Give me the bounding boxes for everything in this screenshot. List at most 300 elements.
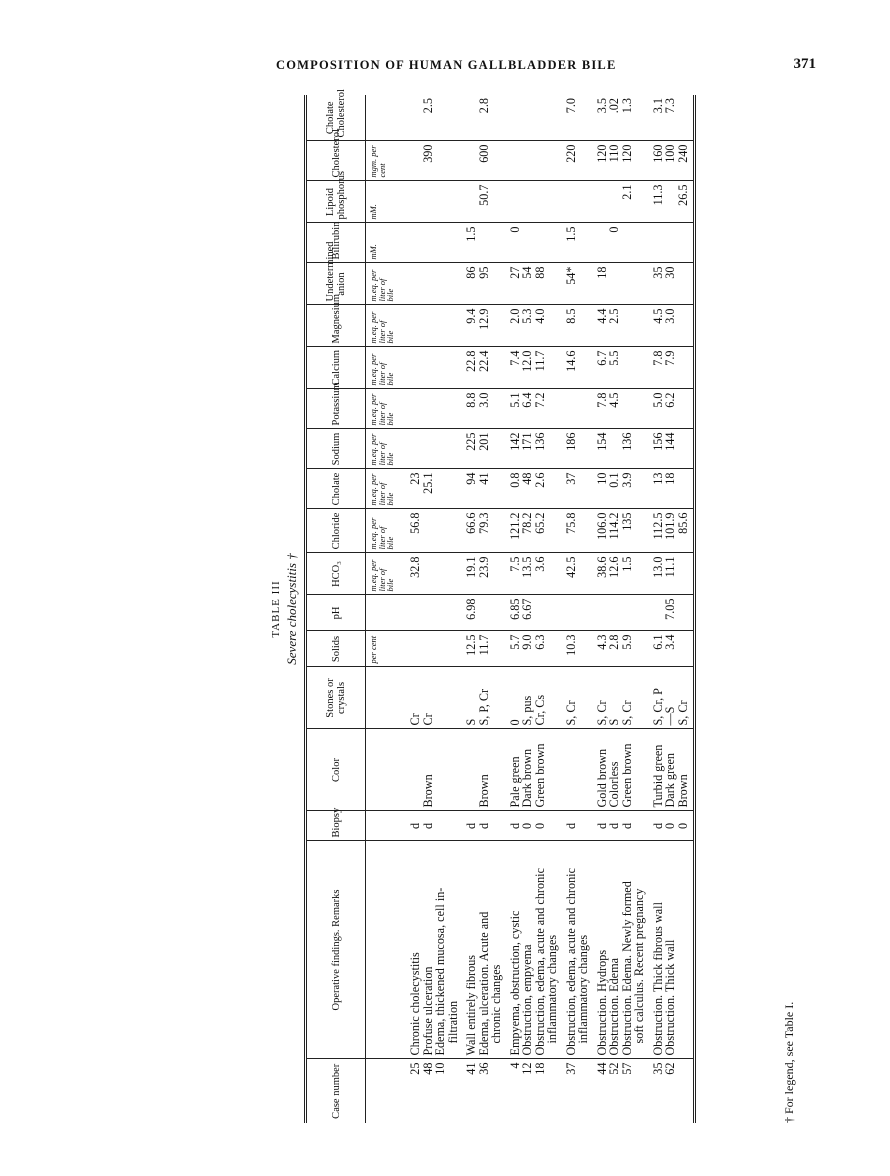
- column-unit: m.eq. per liter of bile: [366, 305, 410, 347]
- table-row: [664, 95, 677, 1123]
- table-cell: [459, 181, 478, 223]
- table-cell: [621, 429, 646, 469]
- table-cell: [664, 305, 677, 347]
- column-header: Potassium: [306, 389, 366, 429]
- cell-text: 4.3: [594, 634, 609, 650]
- table-cell: [459, 811, 478, 841]
- table-cell: [478, 729, 503, 811]
- table-cell: [608, 305, 621, 347]
- cell-text: Pale green: [507, 756, 522, 808]
- table-cell: [664, 263, 677, 305]
- table-cell: [478, 595, 503, 631]
- table-footnote: † For legend, see Table I.: [782, 1001, 796, 1123]
- cell-text: 95: [476, 266, 491, 279]
- table-cell: [478, 667, 503, 729]
- cell-text: 7.4: [507, 350, 522, 366]
- cell-text: 2.1: [619, 184, 634, 200]
- table-cell: [534, 667, 559, 729]
- cell-text: 42.5: [563, 556, 578, 578]
- table-cell: [503, 509, 522, 553]
- running-head: [0, 58, 890, 78]
- cell-text: Green brown: [619, 743, 634, 808]
- table-cell: [590, 841, 609, 1059]
- cell-text: inflammatory changes: [545, 934, 559, 1044]
- table-cell: [664, 347, 677, 389]
- table-cell: [608, 667, 621, 729]
- table-body: [409, 95, 695, 1123]
- table-cell: [534, 631, 559, 667]
- table-cell: [677, 223, 695, 263]
- cell-text: Edema, ulceration. Acute and: [476, 911, 491, 1056]
- table-cell: [503, 595, 522, 631]
- table-cell: [559, 469, 590, 509]
- table-cell: [521, 509, 534, 553]
- table-cell: [677, 181, 695, 223]
- table-cell: [559, 429, 590, 469]
- table-cell: [590, 389, 609, 429]
- table-cell: [503, 729, 522, 811]
- table-cell: [677, 263, 695, 305]
- table-cell: [646, 811, 665, 841]
- cell-text: 5.1: [507, 392, 522, 408]
- cell-text: 3.4: [663, 634, 677, 650]
- table-cell: [534, 141, 559, 181]
- column-unit: mgm. per cent: [366, 141, 410, 181]
- cell-text: 7.0: [563, 98, 578, 114]
- header-row: [306, 95, 366, 1123]
- table-cell: [590, 595, 609, 631]
- cell-text: 3.1: [650, 98, 665, 114]
- table-cell: [409, 553, 422, 595]
- table-cell: [664, 811, 677, 841]
- table-cell: [608, 595, 621, 631]
- cell-text: S, Cr, P: [650, 688, 665, 726]
- table-cell: [478, 347, 503, 389]
- table-cell: [434, 595, 459, 631]
- cell-text: 2.5: [420, 98, 435, 114]
- cell-text: 52: [607, 1062, 621, 1075]
- cell-text: 10: [594, 472, 609, 485]
- cell-text: 85.6: [675, 512, 690, 534]
- cell-text: Wall entirely fibrous: [464, 954, 478, 1056]
- cell-text: Obstruction, edema, acute and chronic: [532, 868, 547, 1056]
- column-header: Calcium: [306, 347, 366, 389]
- table-cell: [459, 223, 478, 263]
- cell-text: 22.8: [464, 350, 478, 372]
- cell-text: 37: [563, 472, 578, 485]
- table-cell: [503, 667, 522, 729]
- table-cell: [478, 631, 503, 667]
- cell-text: 41: [464, 1062, 478, 1075]
- table-cell: [521, 667, 534, 729]
- cell-text: 156: [650, 432, 665, 451]
- table-cell: [559, 389, 590, 429]
- table-cell: [434, 223, 459, 263]
- cell-text: 2.0: [507, 308, 522, 324]
- cell-text: 13.0: [650, 556, 665, 578]
- table-cell: [434, 305, 459, 347]
- cell-text: 106.0: [594, 512, 609, 540]
- table-cell: [422, 263, 435, 305]
- cell-text: Dark brown: [520, 748, 534, 808]
- table-cell: [677, 95, 695, 141]
- table-cell: [534, 509, 559, 553]
- cell-text: Brown: [675, 774, 690, 808]
- table-cell: [434, 469, 459, 509]
- cell-text: 6.2: [663, 392, 677, 408]
- table-cell: [590, 305, 609, 347]
- table-cell: [503, 1059, 522, 1123]
- cell-text: d: [408, 822, 422, 830]
- table-row: [646, 95, 665, 1123]
- table-cell: [422, 429, 435, 469]
- cell-text: 37: [563, 1062, 578, 1075]
- column-header: Cholesterol: [306, 141, 366, 181]
- table-cell: [409, 667, 422, 729]
- cell-text: 240: [675, 144, 690, 163]
- table-cell: [459, 667, 478, 729]
- column-unit: m.eq. per liter of bile: [366, 347, 410, 389]
- table-cell: [503, 389, 522, 429]
- cell-text: 7.8: [650, 350, 665, 366]
- cell-text: 54: [520, 266, 534, 279]
- cell-text: 10: [433, 1062, 447, 1075]
- table-cell: [664, 1059, 677, 1123]
- table-row: [409, 95, 422, 1123]
- table-cell: [422, 811, 435, 841]
- cell-text: d: [476, 822, 491, 830]
- cell-text: 6.1: [650, 634, 665, 650]
- table-cell: [409, 469, 422, 509]
- column-header: Lipoid phosphorus: [306, 181, 366, 223]
- table-cell: [646, 223, 665, 263]
- cell-text: 9.4: [464, 308, 478, 324]
- table-cell: [422, 729, 435, 811]
- table-cell: [534, 553, 559, 595]
- cell-text: 44: [594, 1062, 609, 1075]
- table-cell: [478, 1059, 503, 1123]
- column-unit: m.eq. per liter of bile: [366, 429, 410, 469]
- table-cell: [534, 347, 559, 389]
- column-unit: m.eq. per liter of bile: [366, 263, 410, 305]
- cell-text: 25: [408, 1062, 422, 1075]
- cell-text: 5.7: [507, 634, 522, 650]
- cell-text: S: [464, 718, 478, 726]
- column-unit: [366, 729, 410, 811]
- table-cell: [534, 305, 559, 347]
- table-cell: [478, 509, 503, 553]
- table-cell: [677, 141, 695, 181]
- table-cell: [434, 95, 459, 141]
- table-row: [434, 95, 459, 1123]
- column-unit: m.eq. per liter of bile: [366, 469, 410, 509]
- table-cell: [521, 469, 534, 509]
- cell-text: 10.3: [563, 634, 578, 656]
- table-cell: [409, 263, 422, 305]
- cell-text: 9.0: [520, 634, 534, 650]
- cell-text: 220: [563, 144, 578, 163]
- table-cell: [434, 841, 459, 1059]
- cell-text: 136: [532, 432, 547, 451]
- cell-text: 14.6: [563, 350, 578, 372]
- column-header: Operative findings. Remarks: [306, 841, 366, 1059]
- cell-text: 390: [420, 144, 435, 163]
- cell-text: 3.0: [476, 392, 491, 408]
- table-cell: [608, 1059, 621, 1123]
- cell-text: d: [650, 822, 665, 830]
- cell-text: S, Cr: [619, 700, 634, 726]
- cell-text: Obstruction. Thick wall: [663, 939, 677, 1056]
- data-table: [304, 89, 696, 1123]
- table-cell: [677, 509, 695, 553]
- cell-text: d: [420, 822, 435, 830]
- table-cell: [559, 141, 590, 181]
- cell-text: Obstruction. Edema: [607, 958, 621, 1056]
- table-row: [478, 95, 503, 1123]
- table-cell: [664, 469, 677, 509]
- column-unit: [366, 595, 410, 631]
- table-cell: [590, 141, 609, 181]
- table-cell: [459, 1059, 478, 1123]
- table-cell: [478, 811, 503, 841]
- cell-text: d: [507, 822, 522, 830]
- cell-text: 114.2: [607, 512, 621, 540]
- table-cell: [521, 595, 534, 631]
- table-cell: [409, 305, 422, 347]
- table-cell: [478, 841, 503, 1059]
- table-cell: [503, 141, 522, 181]
- table-cell: [621, 95, 646, 141]
- column-header: Biopsy: [306, 811, 366, 841]
- table-cell: [646, 841, 665, 1059]
- cell-text: 7.05: [663, 598, 677, 620]
- table-cell: [646, 305, 665, 347]
- table-cell: [459, 141, 478, 181]
- table-cell: [621, 469, 646, 509]
- table-cell: [534, 811, 559, 841]
- cell-text: 4.4: [594, 308, 609, 324]
- cell-text: Brown: [476, 774, 491, 808]
- cell-text: 1.5: [563, 226, 578, 242]
- table-cell: [621, 305, 646, 347]
- table-cell: [478, 305, 503, 347]
- table-cell: [434, 141, 459, 181]
- cell-text: 36: [476, 1062, 491, 1075]
- cell-text: 23.9: [476, 556, 491, 578]
- cell-text: 13.5: [520, 556, 534, 578]
- cell-text: 2.5: [607, 308, 621, 324]
- column-unit: mM.: [366, 223, 410, 263]
- cell-text: Cr, Cs: [532, 694, 547, 726]
- table-cell: [459, 263, 478, 305]
- table-cell: [478, 389, 503, 429]
- table-cell: [521, 347, 534, 389]
- cell-text: Profuse ulceration: [420, 966, 435, 1056]
- table-cell: [422, 631, 435, 667]
- cell-text: 11.3: [650, 184, 665, 206]
- table-cell: [559, 1059, 590, 1123]
- cell-text: Obstruction. Thick fibrous wall: [650, 902, 665, 1056]
- cell-text: 5.5: [607, 350, 621, 366]
- table-cell: [478, 429, 503, 469]
- cell-text: S, Cr: [594, 700, 609, 726]
- table-cell: [503, 469, 522, 509]
- column-header: Color: [306, 729, 366, 811]
- table-cell: [534, 263, 559, 305]
- table-cell: [503, 223, 522, 263]
- table-subtitle: Severe cholecystitis †: [284, 553, 299, 665]
- table-cell: [646, 429, 665, 469]
- table-row: [621, 95, 646, 1123]
- table-cell: [664, 729, 677, 811]
- table-cell: [534, 841, 559, 1059]
- table-cell: [646, 509, 665, 553]
- table-cell: [434, 631, 459, 667]
- table-cell: [534, 469, 559, 509]
- cell-text: Obstruction, empyema: [520, 944, 534, 1056]
- column-unit: [366, 841, 410, 1059]
- table-cell: [459, 469, 478, 509]
- cell-text: .02: [607, 98, 621, 114]
- column-header: Cholate: [306, 469, 366, 509]
- table-cell: [534, 389, 559, 429]
- table-cell: [590, 95, 609, 141]
- cell-text: —S: [663, 706, 677, 726]
- table-cell: [608, 141, 621, 181]
- table-cell: [608, 95, 621, 141]
- table-cell: [590, 429, 609, 469]
- table-cell: [459, 305, 478, 347]
- table-cell: [646, 595, 665, 631]
- cell-text: d: [464, 822, 478, 830]
- table-cell: [434, 1059, 459, 1123]
- table-cell: [608, 263, 621, 305]
- table-cell: [646, 667, 665, 729]
- table-cell: [621, 509, 646, 553]
- table-cell: [608, 729, 621, 811]
- cell-text: Colorless: [607, 761, 621, 808]
- table-cell: [664, 667, 677, 729]
- table-cell: [559, 841, 590, 1059]
- cell-text: 4: [507, 1062, 522, 1069]
- cell-text: S, pus: [520, 695, 534, 726]
- table-cell: [646, 141, 665, 181]
- table-cell: [503, 95, 522, 141]
- table-cell: [503, 811, 522, 841]
- cell-text: 18: [663, 472, 677, 485]
- column-header: pH: [306, 595, 366, 631]
- table-cell: [590, 631, 609, 667]
- cell-text: 25.1: [420, 472, 435, 494]
- table-cell: [664, 429, 677, 469]
- cell-text: Turbid green: [650, 744, 665, 808]
- table-cell: [503, 553, 522, 595]
- cell-text: 154: [594, 432, 609, 451]
- cell-text: 38.6: [594, 556, 609, 578]
- table-cell: [677, 595, 695, 631]
- table-cell: [621, 729, 646, 811]
- table-cell: [409, 429, 422, 469]
- cell-text: 2.8: [607, 634, 621, 650]
- column-header: HCO₃: [306, 553, 366, 595]
- table-cell: [608, 509, 621, 553]
- table-cell: [646, 729, 665, 811]
- table-cell: [422, 389, 435, 429]
- cell-text: 121.2: [507, 512, 522, 540]
- cell-text: 225: [464, 432, 478, 451]
- table-cell: [664, 553, 677, 595]
- cell-text: d: [594, 822, 609, 830]
- cell-text: 32.8: [408, 556, 422, 578]
- table-cell: [459, 347, 478, 389]
- table-cell: [459, 95, 478, 141]
- table-cell: [434, 389, 459, 429]
- table-cell: [590, 509, 609, 553]
- cell-text: chronic changes: [489, 964, 503, 1044]
- table-cell: [534, 1059, 559, 1123]
- cell-text: 3.5: [594, 98, 609, 114]
- cell-text: 1.5: [619, 556, 634, 572]
- table-cell: [559, 223, 590, 263]
- table-cell: [459, 841, 478, 1059]
- cell-text: 26.5: [675, 184, 690, 206]
- cell-text: 3.6: [532, 556, 547, 572]
- cell-text: d: [607, 822, 621, 830]
- table-cell: [459, 509, 478, 553]
- cell-text: 120: [619, 144, 634, 163]
- cell-text: 2.6: [532, 472, 547, 488]
- table-cell: [521, 429, 534, 469]
- cell-text: 27: [507, 266, 522, 279]
- table-cell: [459, 631, 478, 667]
- table-cell: [677, 1059, 695, 1123]
- table-cell: [521, 223, 534, 263]
- cell-text: S, Cr: [563, 700, 578, 726]
- cell-text: 0.1: [607, 472, 621, 488]
- table-cell: [534, 429, 559, 469]
- table-cell: [521, 141, 534, 181]
- table-cell: [434, 509, 459, 553]
- table-cell: [559, 595, 590, 631]
- column-header: Solids: [306, 631, 366, 667]
- cell-text: 75.8: [563, 512, 578, 534]
- table-cell: [521, 263, 534, 305]
- cell-text: Edema, thickened mucosa, cell in-: [433, 887, 447, 1056]
- table-cell: [478, 181, 503, 223]
- cell-text: Obstruction. Edema. Newly formed: [619, 881, 634, 1056]
- table-cell: [621, 347, 646, 389]
- column-unit: [366, 811, 410, 841]
- table-cell: [409, 95, 422, 141]
- column-header: Magnesium: [306, 305, 366, 347]
- cell-text: 4.0: [532, 308, 547, 324]
- table-cell: [459, 429, 478, 469]
- cell-text: 48: [520, 472, 534, 485]
- cell-text: 66.6: [464, 512, 478, 534]
- table-cell: [434, 181, 459, 223]
- cell-text: 57: [619, 1062, 634, 1075]
- cell-text: 600: [476, 144, 491, 163]
- cell-text: 101.9: [663, 512, 677, 540]
- table-cell: [621, 223, 646, 263]
- table-cell: [422, 223, 435, 263]
- cell-text: 7.5: [507, 556, 522, 572]
- cell-text: 86: [464, 266, 478, 279]
- column-unit: [366, 1059, 410, 1123]
- table-cell: [590, 811, 609, 841]
- table-cell: [422, 509, 435, 553]
- table-cell: [677, 631, 695, 667]
